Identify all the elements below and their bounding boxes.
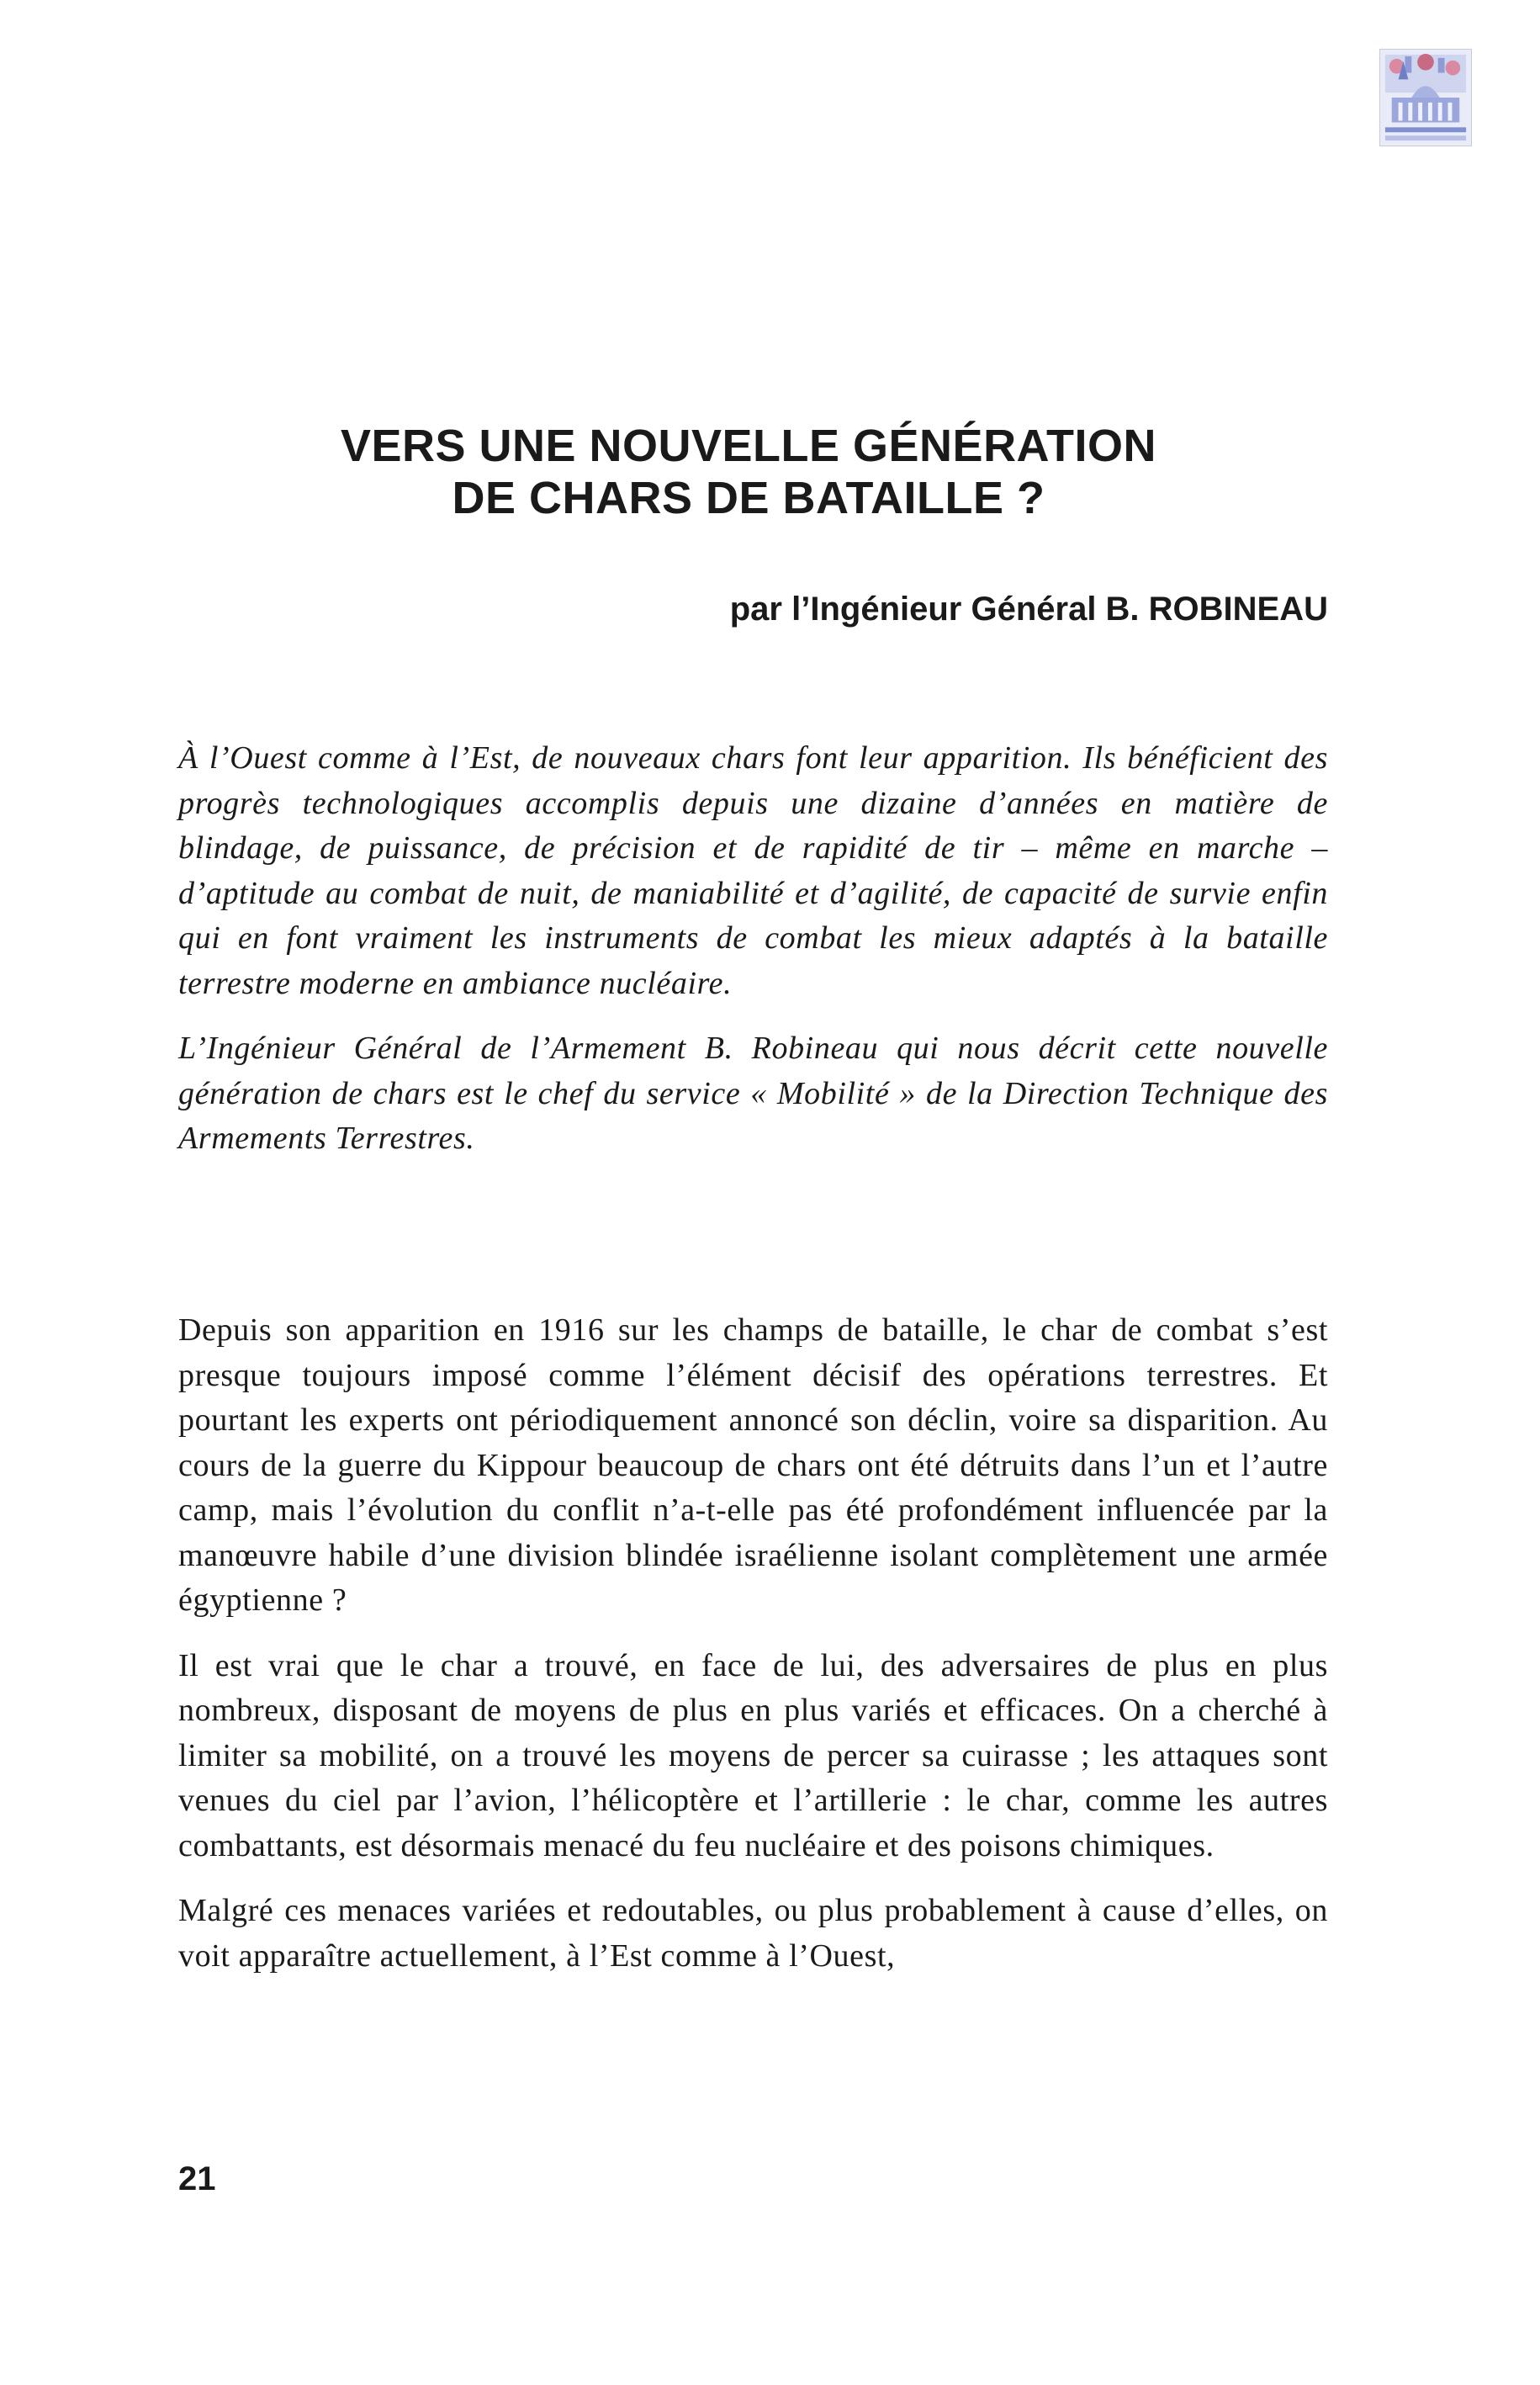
abstract [178,736,1328,1182]
article-title-line-2: DE CHARS DE BATAILLE ? [452,472,1045,523]
body-paragraph: Malgré ces menaces variées et redoutables, ou plus probablement à cause d’elles, on voit apparaître actuellement, à l’Est comme à l’Ouest, [178,1893,1328,1974]
article-title [126,421,1371,524]
body-paragraph: Depuis son apparition en 1916 sur les champs de bataille, le char de combat s’est presque toujours imposé comme l’élément décisif des opérations terrestres. Et pourtant les experts ont périodiquement annoncé son déclin, voire sa disparition. Au cours de la guerre du Kippour beaucoup de chars ont été détruits dans l’un et l’autre camp, mais l’évolution du conflit n’a-t-elle pas été profondément influencée par la manœuvre habile d’une division blindée israélienne isolant complètement une armée égyptienne ? [178,1312,1328,1618]
author-byline: par l’Ingénieur Général B. ROBINEAU [729,591,1328,628]
article-body [178,1308,1328,1999]
page-number: 21 [178,2160,216,2197]
article-title-line-1: VERS UNE NOUVELLE GÉNÉRATION [340,421,1157,471]
abstract-paragraph: À l’Ouest comme à l’Est, de nouveaux chars font leur apparition. Ils bénéficient des progrès technologiques accomplis depuis une dizaine d’années en matière de blindage, de puissance, de précision et de rapidité de tir – même en marche – d’aptitude au combat de nuit, de maniabilité et d’agilité, de capacité de survie enfin qui en font vraiment les instruments de combat les mieux adaptés à la bataille terrestre moderne en ambiance nucléaire. [178,740,1328,1001]
body-paragraph: Il est vrai que le char a trouvé, en face de lui, des adversaires de plus en plus nombreux, disposant de moyens de plus en plus variés et efficaces. On a cherché à limiter sa mobilité, on a trouvé les moyens de percer sa cuirasse ; les attaques sont venues du ciel par l’avion, l’hélicoptère et l’artillerie : le char, comme les autres combattants, est désormais menacé du feu nucléaire et des poisons chimiques. [178,1647,1328,1863]
library-logo-icon [1379,49,1472,146]
abstract-paragraph: L’Ingénieur Général de l’Armement B. Robineau qui nous décrit cette nouvelle génération de chars est le chef du service « Mobilité » de la Direction Technique des Armements Terrestres. [178,1031,1328,1156]
